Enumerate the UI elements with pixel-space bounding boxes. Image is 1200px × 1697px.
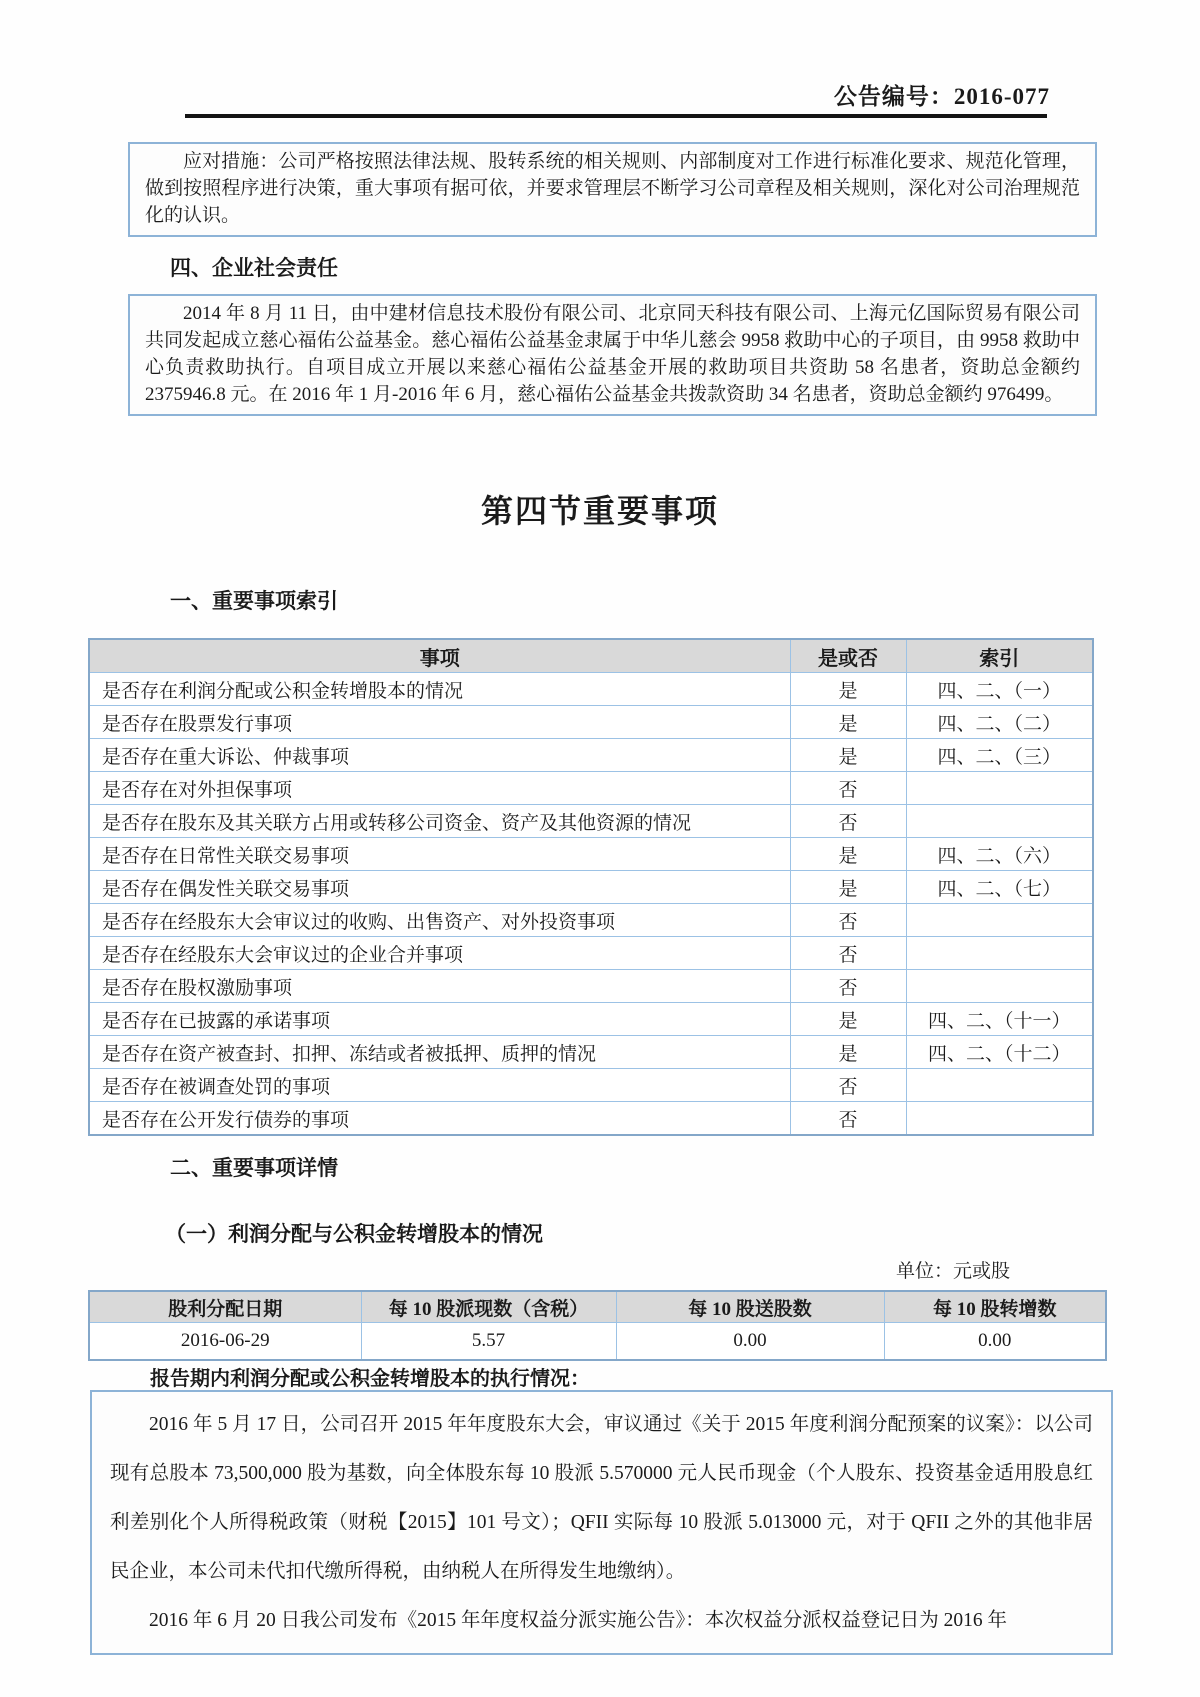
execution-heading: 报告期内利润分配或公积金转增股本的执行情况：	[150, 1368, 590, 1390]
profit-heading: （一）利润分配与公积金转增股本的情况	[165, 1222, 543, 1246]
cell-yesno: 否	[790, 1102, 906, 1136]
cell-yesno: 是	[790, 1003, 906, 1036]
col-header-cash: 每 10 股派现数（含税）	[361, 1291, 616, 1323]
cell-yesno: 否	[790, 772, 906, 805]
cell-yesno: 是	[790, 1036, 906, 1069]
execution-box	[90, 1390, 1113, 1655]
cell-item: 是否存在股东及其关联方占用或转移公司资金、资产及其他资源的情况	[89, 805, 790, 838]
index-table-row	[89, 805, 1093, 838]
cell-yesno: 否	[790, 805, 906, 838]
cell-item: 是否存在对外担保事项	[89, 772, 790, 805]
cell-item: 是否存在日常性关联交易事项	[89, 838, 790, 871]
cell-item: 是否存在已披露的承诺事项	[89, 1003, 790, 1036]
details-heading: 二、重要事项详情	[170, 1156, 338, 1180]
cell-ref	[906, 1069, 1093, 1102]
csr-paragraph: 2014 年 8 月 11 日，由中建材信息技术股份有限公司、北京同天科技有限公司、上海元亿国际贸易有限公司共同发起成立慈心福佑公益基金。慈心福佑公益基金隶属于中华儿慈会 9958 救助中心的子项目，由 9958 救助中心负责救助执行。自项目成立开展以来慈心福佑公益基金开展的救助项目共资助 58 名患者，资助总金额约 2375946.8 元。在 2016 年 1 月-2016 年 6 月，慈心福佑公益基金共拨款资助 34 名患者，资助总金额约 976499。	[145, 303, 1080, 405]
chapter-title: 第四节重要事项	[480, 493, 719, 529]
index-heading: 一、重要事项索引	[170, 589, 338, 613]
dividend-table-row	[89, 1323, 1106, 1361]
header-rule	[185, 114, 1047, 118]
index-table-row	[89, 838, 1093, 871]
cell-item: 是否存在公开发行债券的事项	[89, 1102, 790, 1136]
cell-ref: 四、二、（十一）	[906, 1003, 1093, 1036]
doc-number: 公告编号：2016-077	[833, 84, 1050, 109]
index-table-row	[89, 1003, 1093, 1036]
index-table-row	[89, 970, 1093, 1003]
index-table-row	[89, 871, 1093, 904]
cell-cash: 5.57	[361, 1323, 616, 1361]
index-table-row	[89, 1102, 1093, 1136]
cell-date: 2016-06-29	[89, 1323, 361, 1361]
cell-item: 是否存在利润分配或公积金转增股本的情况	[89, 673, 790, 706]
cell-yesno: 是	[790, 673, 906, 706]
cell-yesno: 否	[790, 937, 906, 970]
cell-ref	[906, 1102, 1093, 1136]
col-header-ref: 索引	[906, 639, 1093, 673]
cell-ref: 四、二、（十二）	[906, 1036, 1093, 1069]
cell-yesno: 否	[790, 904, 906, 937]
cell-ref: 四、二、（一）	[906, 673, 1093, 706]
cell-ref: 四、二、（六）	[906, 838, 1093, 871]
cell-ref	[906, 772, 1093, 805]
cell-ref	[906, 805, 1093, 838]
index-table-row	[89, 739, 1093, 772]
index-table-body	[89, 673, 1093, 1136]
index-table-row	[89, 706, 1093, 739]
index-table-row	[89, 1036, 1093, 1069]
cell-item: 是否存在经股东大会审议过的收购、出售资产、对外投资事项	[89, 904, 790, 937]
index-table	[88, 638, 1094, 1136]
index-table-header-row	[89, 639, 1093, 673]
cell-bonus: 0.00	[616, 1323, 884, 1361]
cell-ref: 四、二、（二）	[906, 706, 1093, 739]
index-table-row	[89, 673, 1093, 706]
cell-ref	[906, 937, 1093, 970]
csr-box	[128, 294, 1097, 416]
index-table-row	[89, 772, 1093, 805]
cell-ref	[906, 904, 1093, 937]
cell-ref: 四、二、（七）	[906, 871, 1093, 904]
measures-paragraph: 应对措施：公司严格按照法律法规、股转系统的相关规则、内部制度对工作进行标准化要求、规范化管理，做到按照程序进行决策，重大事项有据可依，并要求管理层不断学习公司章程及相关规则，深化对公司治理规范化的认识。	[145, 151, 1080, 226]
index-table-row	[89, 937, 1093, 970]
measures-box	[128, 142, 1097, 237]
cell-item: 是否存在偶发性关联交易事项	[89, 871, 790, 904]
cell-item: 是否存在股权激励事项	[89, 970, 790, 1003]
cell-yesno: 是	[790, 838, 906, 871]
dividend-table-body	[89, 1323, 1106, 1361]
cell-ref	[906, 970, 1093, 1003]
col-header-item: 事项	[89, 639, 790, 673]
execution-paragraph-2: 2016 年 6 月 20 日我公司发布《2015 年年度权益分派实施公告》：本次权益分派权益登记日为 2016 年	[149, 1610, 1008, 1631]
index-table-row	[89, 1069, 1093, 1102]
cell-yesno: 是	[790, 706, 906, 739]
unit-note: 单位：元或股	[895, 1261, 1010, 1282]
col-header-transfer: 每 10 股转增数	[884, 1291, 1106, 1323]
cell-yesno: 否	[790, 1069, 906, 1102]
col-header-bonus: 每 10 股送股数	[616, 1291, 884, 1323]
cell-item: 是否存在股票发行事项	[89, 706, 790, 739]
csr-heading: 四、企业社会责任	[170, 256, 338, 280]
dividend-table	[88, 1290, 1107, 1361]
cell-item: 是否存在经股东大会审议过的企业合并事项	[89, 937, 790, 970]
col-header-yesno: 是或否	[790, 639, 906, 673]
cell-item: 是否存在资产被查封、扣押、冻结或者被抵押、质押的情况	[89, 1036, 790, 1069]
cell-item: 是否存在重大诉讼、仲裁事项	[89, 739, 790, 772]
cell-transfer: 0.00	[884, 1323, 1106, 1361]
cell-yesno: 是	[790, 739, 906, 772]
cell-yesno: 是	[790, 871, 906, 904]
cell-item: 是否存在被调查处罚的事项	[89, 1069, 790, 1102]
dividend-table-header-row	[89, 1291, 1106, 1323]
execution-paragraph-1: 2016 年 5 月 17 日，公司召开 2015 年年度股东大会，审议通过《关于 2015 年度利润分配预案的议案》：以公司现有总股本 73,500,000 股为基数，向全体股东每 10 股派 5.570000 元人民币现金（个人股东、投资基金适用股息红利差别化个人所得税政策（财税【2015】101 号文）；QFII 实际每 10 股派 5.013000 元，对于 QFII 之外的其他非居民企业，本公司未代扣代缴所得税，由纳税人在所得发生地缴纳）。	[110, 1414, 1093, 1582]
index-table-row	[89, 904, 1093, 937]
cell-ref: 四、二、（三）	[906, 739, 1093, 772]
cell-yesno: 否	[790, 970, 906, 1003]
col-header-date: 股利分配日期	[89, 1291, 361, 1323]
